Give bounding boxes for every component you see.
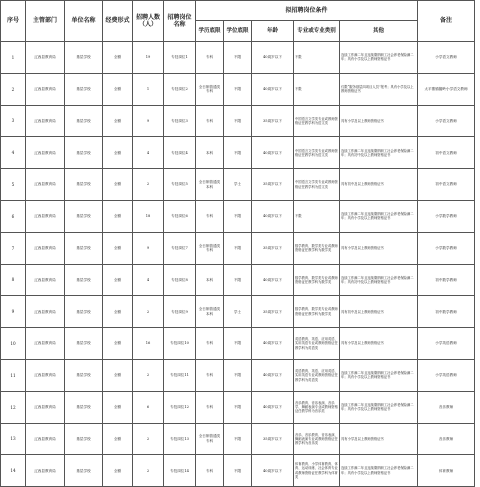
cell-other: 连续工作满二年且连续缴纳职工社会养老保险满二年；具有初中及以上教师资格证书	[340, 264, 418, 296]
cell-other: 连续工作满二年且连续缴纳职工社会养老保险满二年；具有初中及以上教师资格证书	[340, 137, 418, 169]
table-row	[1, 105, 475, 137]
cell-unit: 基层学校	[65, 391, 103, 423]
cell-age: 40周岁以下	[252, 42, 294, 74]
cell-no: 2	[1, 73, 26, 105]
cell-dept: 辽西县教育局	[26, 200, 65, 232]
cell-age: 35周岁以下	[252, 296, 294, 328]
cell-no: 10	[1, 328, 26, 360]
cell-post: 专技岗位7	[164, 232, 196, 264]
cell-fund: 全额	[103, 296, 133, 328]
cell-post: 专技岗位3	[164, 105, 196, 137]
cell-degree: 不限	[224, 200, 252, 232]
cell-degree: 不限	[224, 328, 252, 360]
cell-fund: 全额	[103, 423, 133, 455]
table-row	[1, 169, 475, 201]
cell-count: 2	[133, 169, 164, 201]
cell-edu: 全日制普通类专科	[196, 423, 224, 455]
cell-other: 具有小学及以上教师资格证书	[340, 105, 418, 137]
table-row	[1, 423, 475, 455]
cell-age: 40周岁以下	[252, 73, 294, 105]
cell-post: 专技岗位11	[164, 359, 196, 391]
table-row	[1, 200, 475, 232]
cell-age: 40周岁以下	[252, 137, 294, 169]
cell-no: 3	[1, 105, 26, 137]
cell-count: 4	[133, 137, 164, 169]
header-unit: 单位名称	[65, 1, 103, 42]
cell-fund: 全额	[103, 200, 133, 232]
cell-unit: 基层学校	[65, 200, 103, 232]
cell-degree: 不限	[224, 42, 252, 74]
cell-remark: 小学数学教师	[418, 232, 475, 264]
cell-edu: 全日制普通类专科	[196, 232, 224, 264]
cell-count: 19	[133, 42, 164, 74]
cell-remark: 小学数学教师	[418, 200, 475, 232]
cell-no: 14	[1, 455, 26, 487]
cell-other: 连续工作满二年且连续缴纳职工社会养老保险满二年；具有小学及以上教师资格证书	[340, 455, 418, 487]
table-row	[1, 232, 475, 264]
cell-count: 4	[133, 264, 164, 296]
table-row	[1, 137, 475, 169]
table-row	[1, 359, 475, 391]
cell-remark: 音乐教师	[418, 423, 475, 455]
cell-remark: 小学语文教师	[418, 42, 475, 74]
cell-degree: 不限	[224, 105, 252, 137]
cell-remark: 音乐教师	[418, 391, 475, 423]
cell-post: 专技岗位14	[164, 455, 196, 487]
cell-major: 中国语言文学类专业或教师资格证任教学科为语文类	[294, 137, 340, 169]
cell-post: 专技岗位4	[164, 137, 196, 169]
cell-unit: 基层学校	[65, 42, 103, 74]
cell-no: 7	[1, 232, 26, 264]
cell-age: 40周岁以下	[252, 359, 294, 391]
cell-unit: 基层学校	[65, 264, 103, 296]
cell-major: 中国语言文学类专业或教师资格证任教学科为语文类	[294, 105, 340, 137]
cell-no: 9	[1, 296, 26, 328]
cell-count: 2	[133, 296, 164, 328]
cell-remark: 初中语文教师	[418, 137, 475, 169]
cell-degree: 不限	[224, 137, 252, 169]
cell-edu: 专科	[196, 42, 224, 74]
cell-dept: 辽西县教育局	[26, 42, 65, 74]
cell-degree: 不限	[224, 73, 252, 105]
cell-major: 不限	[294, 42, 340, 74]
table-row	[1, 264, 475, 296]
cell-age: 40周岁以下	[252, 200, 294, 232]
cell-other: 具有小学及以上教师资格证书	[340, 423, 418, 455]
header-dept: 主管部门	[26, 1, 65, 42]
cell-unit: 基层学校	[65, 359, 103, 391]
cell-remark: 小学语文教师	[418, 105, 475, 137]
cell-age: 40周岁以下	[252, 455, 294, 487]
cell-edu: 全日制普通类专科	[196, 73, 224, 105]
cell-unit: 基层学校	[65, 455, 103, 487]
cell-degree: 学士	[224, 169, 252, 201]
table-row	[1, 391, 475, 423]
cell-no: 5	[1, 169, 26, 201]
cell-unit: 基层学校	[65, 296, 103, 328]
header-row-top	[1, 1, 475, 21]
header-conditions: 拟招聘岗位条件	[196, 1, 418, 21]
cell-fund: 全额	[103, 73, 133, 105]
cell-other: 连续工作满二年且连续缴纳职工社会养老保险满二年；具有小学及以上教师资格证书	[340, 359, 418, 391]
header-remark: 备注	[418, 1, 475, 42]
cell-age: 40周岁以下	[252, 328, 294, 360]
cell-remark: 初中数学教师	[418, 296, 475, 328]
cell-remark: 初中数学教师	[418, 264, 475, 296]
cell-age: 35周岁以下	[252, 169, 294, 201]
cell-major: 数学教育、数学类专业或教师资格证任教学科为数学类	[294, 232, 340, 264]
cell-other: 仅限“服务基层四项目人员”报考；具有小学及以上教师资格证书	[340, 73, 418, 105]
cell-count: 9	[133, 232, 164, 264]
cell-unit: 基层学校	[65, 423, 103, 455]
cell-remark: 体育教师	[418, 455, 475, 487]
header-fund: 经费形式	[103, 1, 133, 42]
cell-edu: 全日制普通类本科	[196, 296, 224, 328]
cell-major: 不限	[294, 73, 340, 105]
cell-count: 2	[133, 423, 164, 455]
header-edu: 学历底限	[196, 21, 224, 42]
cell-dept: 辽西县教育局	[26, 359, 65, 391]
cell-major: 数学教育、数学类专业或教师资格证任教学科为数学类	[294, 264, 340, 296]
cell-major: 英语教育、英语、应用英语、实用英语专业或教师资格证任教学科为英语类	[294, 328, 340, 360]
cell-degree: 学士	[224, 296, 252, 328]
cell-other: 具有小学及以上教师资格证书	[340, 232, 418, 264]
cell-unit: 基层学校	[65, 73, 103, 105]
cell-edu: 本科	[196, 137, 224, 169]
header-major: 专业或专业类别	[294, 21, 340, 42]
cell-degree: 不限	[224, 391, 252, 423]
cell-dept: 辽西县教育局	[26, 137, 65, 169]
cell-fund: 全额	[103, 169, 133, 201]
cell-edu: 全日制普通类本科	[196, 169, 224, 201]
cell-edu: 专科	[196, 200, 224, 232]
cell-age: 35周岁以下	[252, 105, 294, 137]
cell-no: 1	[1, 42, 26, 74]
cell-age: 40周岁以下	[252, 264, 294, 296]
cell-degree: 不限	[224, 232, 252, 264]
cell-dept: 辽西县教育局	[26, 391, 65, 423]
cell-dept: 辽西县教育局	[26, 328, 65, 360]
cell-unit: 基层学校	[65, 328, 103, 360]
cell-remark: 小学英语教师	[418, 328, 475, 360]
cell-no: 13	[1, 423, 26, 455]
cell-post: 专技岗位13	[164, 423, 196, 455]
cell-count: 6	[133, 391, 164, 423]
cell-no: 8	[1, 264, 26, 296]
cell-post: 专技岗位6	[164, 200, 196, 232]
cell-count: 2	[133, 359, 164, 391]
cell-major: 不限	[294, 200, 340, 232]
table-row	[1, 73, 475, 105]
cell-no: 12	[1, 391, 26, 423]
cell-remark: 太平寨镇腰岭小学语文教师	[418, 73, 475, 105]
cell-other: 具有小学及以上教师资格证书	[340, 328, 418, 360]
cell-degree: 不限	[224, 264, 252, 296]
cell-age: 35周岁以下	[252, 232, 294, 264]
cell-age: 40周岁以下	[252, 391, 294, 423]
cell-unit: 基层学校	[65, 169, 103, 201]
table-row	[1, 455, 475, 487]
cell-count: 16	[133, 328, 164, 360]
cell-degree: 不限	[224, 359, 252, 391]
cell-fund: 全额	[103, 328, 133, 360]
cell-other: 连续工作满二年且连续缴纳职工社会养老保险满二年；具有小学及以上教师资格证书	[340, 200, 418, 232]
cell-dept: 辽西县教育局	[26, 232, 65, 264]
header-age: 年龄	[252, 21, 294, 42]
cell-dept: 辽西县教育局	[26, 296, 65, 328]
cell-fund: 全额	[103, 391, 133, 423]
cell-degree: 不限	[224, 455, 252, 487]
cell-fund: 全额	[103, 105, 133, 137]
header-other: 其他	[340, 21, 418, 42]
cell-remark: 小学英语教师	[418, 359, 475, 391]
table-body	[1, 42, 475, 487]
cell-major: 音乐、音乐教育、音乐表演、舞蹈表演专业或教师资格证任教学科为音乐类	[294, 423, 340, 455]
cell-edu: 专科	[196, 359, 224, 391]
cell-major: 音乐教育、音乐表演、音乐学、舞蹈表演专业或教师资格证任教学科为音乐类	[294, 391, 340, 423]
cell-other: 具有初中及以上教师资格证书	[340, 169, 418, 201]
cell-fund: 全额	[103, 359, 133, 391]
cell-count: 2	[133, 455, 164, 487]
cell-major: 中国语言文学类专业或教师资格证任教学科为语文类	[294, 169, 340, 201]
table-row	[1, 42, 475, 74]
cell-degree: 不限	[224, 423, 252, 455]
cell-major: 英语教育、英语、应用英语、实用英语专业或教师资格证任教学科为英语类	[294, 359, 340, 391]
cell-other: 连续工作满二年且连续缴纳职工社会养老保险满二年；具有小学及以上教师资格证书	[340, 391, 418, 423]
cell-fund: 全额	[103, 264, 133, 296]
cell-other: 连续工作满二年且连续缴纳职工社会养老保险满二年；具有小学及以上教师资格证书	[340, 42, 418, 74]
cell-count: 18	[133, 200, 164, 232]
cell-post: 专技岗位9	[164, 296, 196, 328]
cell-post: 专技岗位8	[164, 264, 196, 296]
cell-fund: 全额	[103, 137, 133, 169]
cell-edu: 本科	[196, 264, 224, 296]
cell-post: 专技岗位10	[164, 328, 196, 360]
cell-no: 6	[1, 200, 26, 232]
cell-dept: 辽西县教育局	[26, 73, 65, 105]
table-row	[1, 328, 475, 360]
cell-edu: 专科	[196, 391, 224, 423]
cell-dept: 辽西县教育局	[26, 169, 65, 201]
cell-count: 9	[133, 105, 164, 137]
cell-remark: 初中语文教师	[418, 169, 475, 201]
header-post: 招聘岗位名称	[164, 1, 196, 42]
cell-post: 专技岗位1	[164, 42, 196, 74]
cell-age: 35周岁以下	[252, 423, 294, 455]
cell-other: 具有初中及以上教师资格证书	[340, 296, 418, 328]
cell-post: 专技岗位5	[164, 169, 196, 201]
cell-fund: 全额	[103, 455, 133, 487]
cell-no: 4	[1, 137, 26, 169]
cell-post: 专技岗位2	[164, 73, 196, 105]
cell-fund: 全额	[103, 42, 133, 74]
cell-dept: 辽西县教育局	[26, 455, 65, 487]
cell-dept: 辽西县教育局	[26, 423, 65, 455]
cell-unit: 基层学校	[65, 137, 103, 169]
cell-fund: 全额	[103, 232, 133, 264]
cell-major: 体育教育、小学体育教育、体育、运动训练、社会体育专业或教师资格证任教学科为体育类	[294, 455, 340, 487]
header-seq: 序号	[1, 1, 26, 42]
cell-count: 1	[133, 73, 164, 105]
header-degree: 学位底限	[224, 21, 252, 42]
cell-unit: 基层学校	[65, 232, 103, 264]
cell-post: 专技岗位12	[164, 391, 196, 423]
cell-dept: 辽西县教育局	[26, 264, 65, 296]
cell-unit: 基层学校	[65, 105, 103, 137]
table-row	[1, 296, 475, 328]
cell-no: 11	[1, 359, 26, 391]
cell-dept: 辽西县教育局	[26, 105, 65, 137]
cell-major: 数学教育、数学类专业或教师资格证任教学科为数学类	[294, 296, 340, 328]
cell-edu: 专科	[196, 105, 224, 137]
cell-edu: 专科	[196, 455, 224, 487]
header-count: 招聘人数（人）	[133, 1, 164, 42]
cell-edu: 专科	[196, 328, 224, 360]
